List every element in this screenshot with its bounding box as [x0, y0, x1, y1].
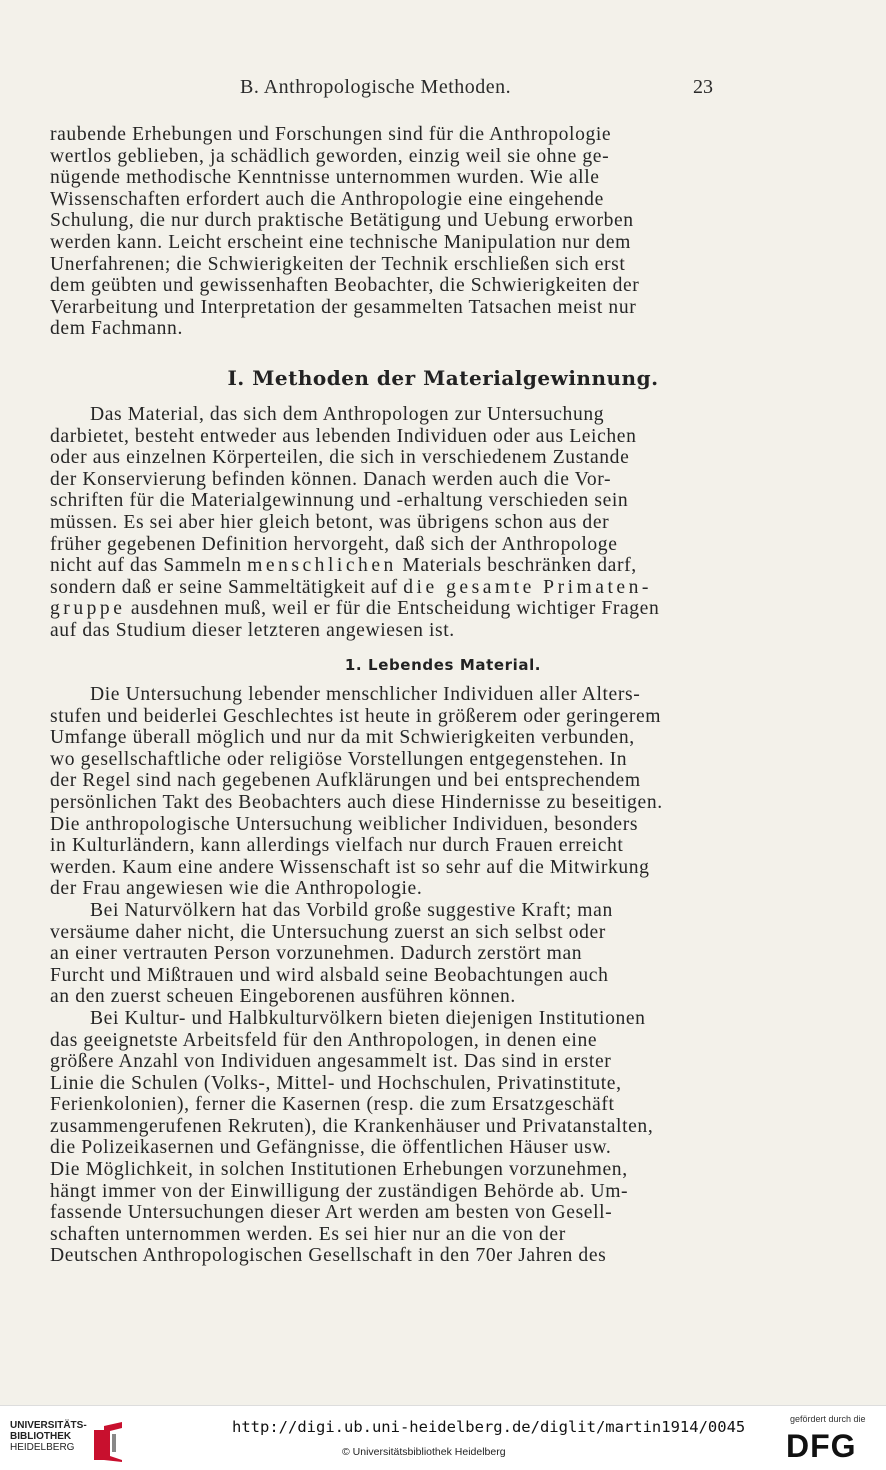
text-run: ausdehnen muß, weil er für die Entscheidung wichtiger Fragen: [125, 598, 660, 620]
library-logo[interactable]: [10, 1420, 130, 1464]
text-line: nügende methodische Kenntnisse unternommen wurden. Wie alle: [50, 167, 600, 189]
text-line: Schulung, die nur durch praktische Betätigung und Uebung erworben: [50, 210, 634, 232]
text-line: an einer vertrauten Person vorzunehmen. Dadurch zerstört man: [50, 943, 583, 965]
text-line: werden. Kaum eine andere Wissenschaft ist so sehr auf die Mitwirkung: [50, 856, 650, 878]
text-line: [50, 555, 726, 577]
text-line: Die Untersuchung lebender menschlicher Individuen aller Alters-: [90, 684, 641, 705]
section-paragraph: [50, 404, 726, 642]
text-line: stufen und beiderlei Geschlechtes ist heute in größerem oder geringerem: [50, 705, 662, 727]
text-line: hängt immer von der Einwilligung der zuständigen Behörde ab. Um-: [50, 1180, 629, 1202]
text-line: Umfange überall möglich und nur da mit Schwierigkeiten verbunden,: [50, 727, 635, 749]
text-line: an den zuerst scheuen Eingeborenen ausführen können.: [50, 986, 516, 1008]
text-line: Wissenschaften erfordert auch die Anthropologie eine eingehende: [50, 188, 604, 210]
library-emblem-icon: [92, 1420, 130, 1464]
text-line: müssen. Es sei aber hier gleich betont, was übrigens schon aus der: [50, 511, 610, 533]
text-line: zusammengerufenen Rekruten), die Krankenhäuser und Privatanstalten,: [50, 1115, 654, 1137]
text-line: Bei Naturvölkern hat das Vorbild große suggestive Kraft; man: [90, 899, 613, 921]
funding-caption: gefördert durch die: [790, 1414, 866, 1424]
text-line: dem geübten und gewissenhaften Beobachter, die Schwierigkeiten der: [50, 275, 640, 297]
text-line: Bei Kultur- und Halbkulturvölkern bieten diejenigen Institutionen: [90, 1007, 646, 1029]
text-line: darbietet, besteht entweder aus lebenden Individuen oder aus Leichen: [50, 425, 637, 447]
text-run: sondern daß er seine Sammeltätigkeit auf: [50, 576, 404, 598]
copyright-notice: © Universitätsbibliothek Heidelberg: [342, 1446, 506, 1458]
emphasis-spaced: gruppe: [50, 598, 126, 620]
text-line: Deutschen Anthropologischen Gesellschaft in den 70er Jahren des: [50, 1245, 607, 1267]
text-line: Das Material, das sich dem Anthropologen zur Untersuchung: [90, 404, 605, 425]
text-line: Furcht und Mißtrauen und wird alsbald seine Beobachtungen auch: [50, 964, 609, 986]
text-run: Materials beschränken darf,: [396, 555, 637, 577]
viewer-footer: [0, 1405, 886, 1470]
text-line: versäume daher nicht, die Untersuchung zuerst an sich selbst oder: [50, 921, 606, 943]
text-line: Linie die Schulen (Volks-, Mittel- und Hochschulen, Privatinstitute,: [50, 1072, 622, 1094]
text-line: auf das Studium dieser letzteren angewiesen ist.: [50, 619, 455, 641]
permalink-url[interactable]: http://digi.ub.uni-heidelberg.de/diglit/martin1914/0045: [232, 1418, 746, 1436]
text-line: der Regel sind nach gegebenen Aufklärungen und bei entsprechendem: [50, 770, 641, 792]
emphasis-spaced: menschlichen: [247, 555, 397, 577]
text-line: schriften für die Materialgewinnung und -erhaltung verschieden sein: [50, 490, 629, 512]
library-name: [10, 1420, 87, 1453]
text-line: persönlichen Takt des Beobachters auch diese Hindernisse zu beseitigen.: [50, 791, 663, 813]
text-line: Die Möglichkeit, in solchen Institutionen Erhebungen vorzunehmen,: [50, 1159, 628, 1181]
text-line: größere Anzahl von Individuen angesammelt ist. Das sind in erster: [50, 1051, 612, 1073]
text-line: das geeignetste Arbeitsfeld für den Anthropologen, in denen eine: [50, 1029, 598, 1051]
text-line: [50, 598, 726, 620]
text-line: wo gesellschaftliche oder religiöse Vorstellungen entgegenstehen. In: [50, 748, 628, 770]
dfg-logo: DFG: [786, 1428, 857, 1464]
emphasis-spaced: die gesamte Primaten-: [403, 576, 652, 598]
subsection-body: [50, 684, 726, 1267]
intro-paragraph: [50, 124, 726, 340]
text-line: Ferienkolonien), ferner die Kasernen (resp. die zum Ersatzgeschäft: [50, 1094, 615, 1116]
text-line: in Kulturländern, kann allerdings vielfach nur durch Frauen erreicht: [50, 835, 624, 857]
library-name-line: BIBLIOTHEK: [10, 1431, 72, 1442]
text-line: Die anthropologische Untersuchung weiblicher Individuen, besonders: [50, 813, 639, 835]
text-line: wertlos geblieben, ja schädlich geworden, einzig weil sie ohne ge-: [50, 145, 610, 167]
text-line: dem Fachmann.: [50, 318, 183, 340]
section-heading: I. Methoden der Materialgewinnung.: [227, 366, 659, 390]
text-line: die Polizeikasernen und Gefängnisse, die öffentlichen Häuser usw.: [50, 1137, 612, 1159]
running-head-title: B. Anthropologische Methoden.: [240, 76, 512, 98]
running-head: [0, 76, 886, 106]
text-line: [50, 577, 726, 599]
text-line: der Konservierung befinden können. Danach werden auch die Vor-: [50, 468, 612, 490]
text-line: oder aus einzelnen Körperteilen, die sich in verschiedenem Zustande: [50, 447, 630, 469]
text-line: früher gegebenen Definition hervorgeht, daß sich der Anthropologe: [50, 533, 618, 555]
library-name-line: UNIVERSITÄTS-: [10, 1420, 87, 1431]
text-line: Verarbeitung und Interpretation der gesammelten Tatsachen meist nur: [50, 296, 637, 318]
text-line: schaften unternommen werden. Es sei hier nur an die von der: [50, 1223, 566, 1245]
text-run: nicht auf das Sammeln: [50, 555, 248, 577]
funder-badge[interactable]: [784, 1414, 874, 1466]
text-line: Unerfahrenen; die Schwierigkeiten der Technik erschließen sich erst: [50, 253, 626, 275]
subsection-heading: 1. Lebendes Material.: [344, 656, 542, 674]
page-number: 23: [693, 76, 713, 98]
text-line: werden kann. Leicht erscheint eine technische Manipulation nur dem: [50, 231, 631, 253]
text-line: der Frau angewiesen wie die Anthropologie.: [50, 878, 423, 900]
library-name-line: HEIDELBERG: [10, 1442, 75, 1453]
text-line: fassende Untersuchungen dieser Art werden am besten von Gesell-: [50, 1202, 613, 1224]
text-line: raubende Erhebungen und Forschungen sind für die Anthropologie: [50, 124, 612, 145]
